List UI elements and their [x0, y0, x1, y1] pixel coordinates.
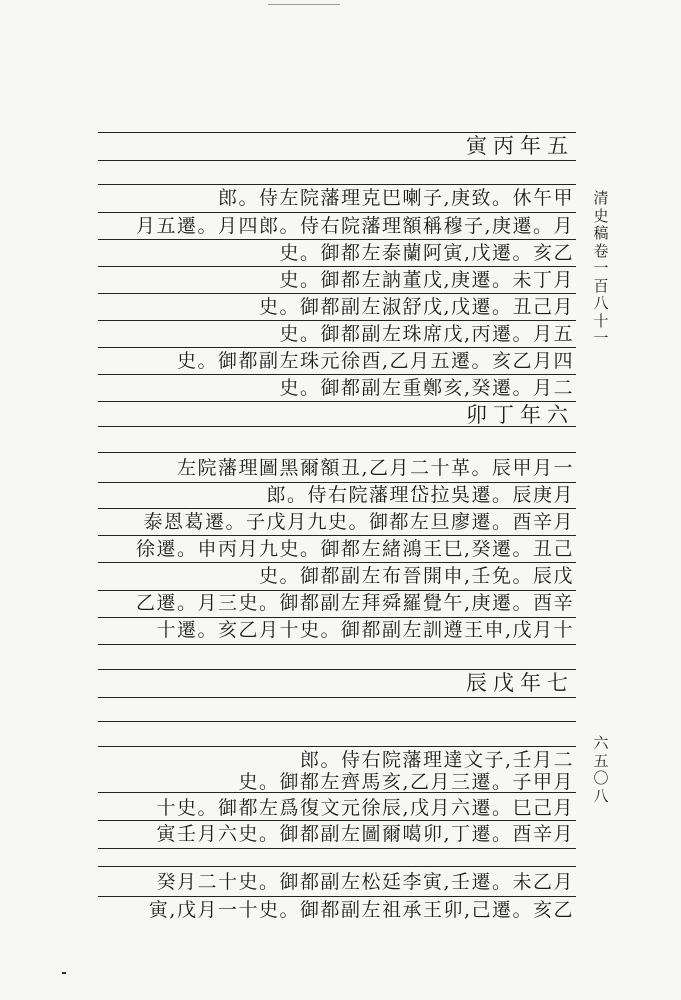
table-row: 史。御都副左布晉開申,壬免。辰戊	[258, 565, 574, 587]
running-title-char: 十	[593, 311, 609, 330]
table-row: 癸月二十史。御都副左松廷李寅,壬遷。未乙月	[156, 871, 574, 893]
running-title-char: 卷	[593, 241, 609, 260]
table-row: 月五遷。月四郎。侍右院藩理額稱穆子,庚遷。月	[135, 215, 574, 237]
table-rule	[98, 697, 576, 698]
table-row: 史。御都副左重鄭亥,癸遷。月二	[279, 377, 574, 399]
table-row: 史。御都左泰蘭阿寅,戊遷。亥乙	[279, 242, 574, 264]
table-rule	[98, 848, 576, 849]
running-title-char: 史	[593, 206, 609, 225]
page-number-char: 六	[593, 734, 609, 752]
running-title-char: 一	[593, 329, 609, 347]
table-row: 乙遷。月三史。御都副左拜舜羅覺午,庚遷。酉辛	[135, 592, 574, 614]
running-title-char: 百	[593, 276, 609, 295]
table-row: 十史。御都左爲復文元徐辰,戊月六遷。巳己月	[156, 797, 574, 819]
top-edge-line	[268, 4, 340, 5]
table-row: 郎。侍右院藩理岱拉吳遷。辰庚月	[266, 484, 574, 506]
running-title-char: 稿	[593, 224, 609, 242]
table-row: 郎。侍右院藩理達文子,壬月二	[299, 749, 574, 771]
table-row: 左院藩理圖黑爾額丑,乙月二十革。辰甲月一	[176, 457, 574, 479]
table-row: 史。御都副左珠元徐酉,乙月五遷。亥乙月四	[176, 350, 574, 372]
table-row: 郎。侍左院藩理克巴喇子,庚致。休午甲	[217, 187, 574, 209]
table-rule	[98, 160, 576, 161]
running-title-char: 清	[593, 189, 609, 207]
table-row: 史。御都副左珠席戊,丙遷。月五	[279, 323, 574, 345]
table-row: 寅壬月六史。御都副左圖爾噶卯,丁遷。酉辛月	[156, 823, 574, 845]
year-heading: 辰戊年七	[466, 671, 574, 695]
running-title	[590, 190, 612, 348]
table-row: 史。御都左訥董戊,庚遷。未丁月	[279, 269, 574, 291]
page-number	[590, 735, 612, 805]
table-row: 徐遷。申丙月九史。御都左緒鴻王巳,癸遷。丑己	[135, 538, 574, 560]
table-row: 泰恩葛遷。子戊月九史。御都左旦廖遷。酉辛月	[143, 511, 574, 533]
table-row: 史。御都左齊馬亥,乙月三遷。子甲月	[238, 771, 574, 793]
table-row: 史。御都副左淑舒戊,戊遷。丑己月	[258, 296, 574, 318]
year-heading: 卯丁年六	[466, 403, 574, 427]
table-rule	[98, 866, 576, 867]
page-number-char: 〇	[593, 769, 609, 787]
page-number-char: 五	[593, 751, 609, 770]
table-rule	[98, 452, 576, 453]
table-row: 十遷。亥乙月十史。御都副左訓遵王申,戊月十	[156, 619, 574, 641]
page-number-char: 八	[593, 786, 609, 805]
running-title-char: 一	[593, 259, 609, 277]
ink-speck	[62, 972, 66, 974]
table-row: 寅,戊月一十史。御都副左祖承王卯,己遷。亥乙	[148, 899, 574, 921]
year-heading: 寅丙年五	[466, 134, 574, 158]
table-rule	[98, 644, 576, 645]
table-rule	[98, 721, 576, 722]
running-title-char: 八	[593, 294, 609, 312]
